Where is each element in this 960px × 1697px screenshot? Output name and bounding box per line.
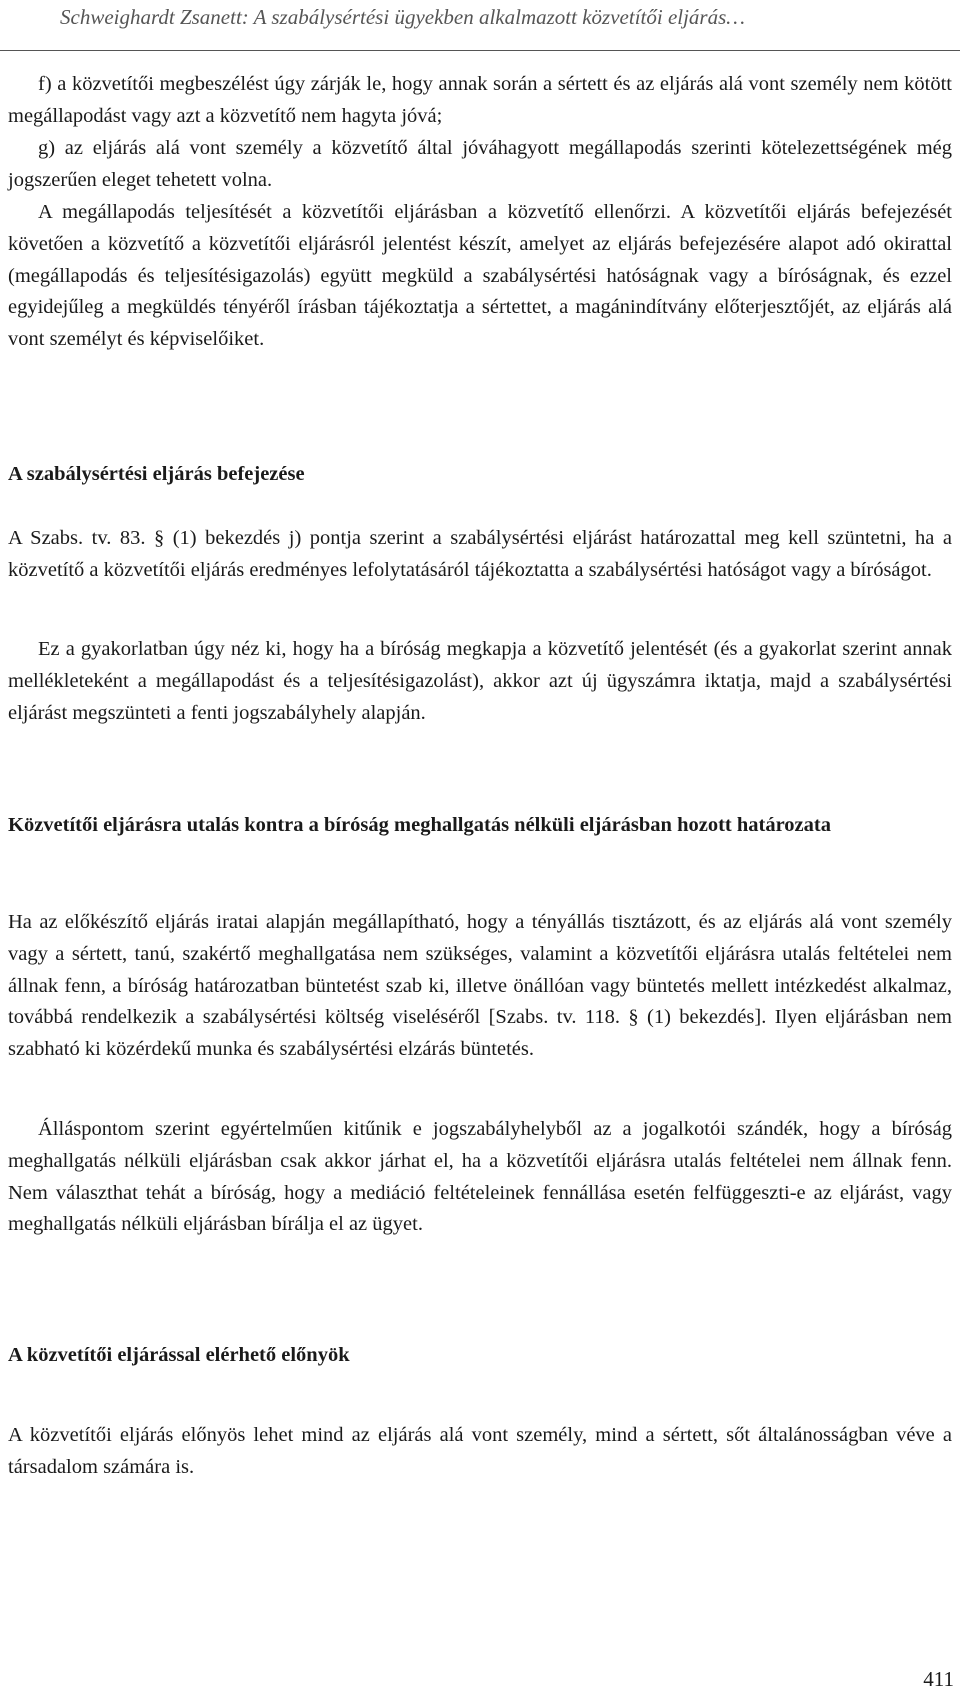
paragraph-practice: Ez a gyakorlatban úgy néz ki, hogy ha a bíróság megkapja a közvetítő jelentését (és a gyakorlat szerint annak mellékleteként a megállapodást és a teljesítésigazolást), akkor azt új ügyszámra iktatja, majd a szabálysértési eljárást megszünteti a fenti jogszabályhely alapján. (8, 638, 952, 724)
paragraph-opinion: Álláspontom szerint egyértelműen kitűnik e jogszabályhelyből az a jogalkotói szándék, hogy a bíróság meghallgatás nélküli eljárásban csak akkor járhat el, ha a közvetítői eljárásra utalás feltételei nem állnak fenn. Nem választhat tehát a bíróság, hogy a mediáció feltételeinek fennállása esetén felfüggeszti-e az eljárást, vagy meghallgatás nélküli eljárásban bírálja el az ügyet. (8, 1118, 952, 1236)
list-item-g: g) az eljárás alá vont személy a közvetítő által jóváhagyott megállapodás szerinti kötelezettségének még jogszerűen eleget tehetett volna. (8, 137, 952, 191)
section-heading: Közvetítői eljárásra utalás kontra a bíróság meghallgatás nélküli eljárásban hozott határozata (8, 814, 831, 836)
paragraph-benefits: A közvetítői eljárás előnyös lehet mind az eljárás alá vont személy, mind a sértett, sőt általánosságban véve a társadalom számára is. (8, 1424, 952, 1478)
paragraph-report: A megállapodás teljesítését a közvetítői eljárásban a közvetítő ellenőrzi. A közvetítői eljárás befejezését követően a közvetítő a közvetítői eljárásról jelentést készít, amelyet az eljárás befejezésére alapot adó okirattal (megállapodás és teljesítésigazolás) együtt megküld a szabálysértési hatóságnak vagy a bíróságnak, és ezzel egyidejűleg a megküldés tényéről írásban tájékoztatja a sértettet, a magánindítvány előterjesztőjét, az eljárás alá vont személyt és képviselőiket. (8, 201, 952, 351)
section-heading: A közvetítői eljárással elérhető előnyök (8, 1344, 350, 1366)
paragraph-preliminary: Ha az előkészítő eljárás iratai alapján megállapítható, hogy a tényállás tisztázott, és az eljárás alá vont személy vagy a sértett, tanú, szakértő meghallgatása nem szükséges, valamint a közvetítői eljárásra utalás feltételei nem állnak fenn, a bíróság határozatban büntetést szab ki, illetve önállóan vagy büntetés mellett intézkedést alkalmaz, továbbá rendelkezik a szabálysértési költség viseléséről [Szabs. tv. 118. § (1) bekezdés]. Ilyen eljárásban nem szabható ki közérdekű munka és szabálysértési elzárás büntetés. (8, 911, 952, 1061)
page-number: 411 (923, 1667, 954, 1691)
header-divider (0, 50, 960, 51)
running-header: Schweighardt Zsanett: A szabálysértési ügyekben alkalmazott közvetítői eljárás… (60, 5, 745, 29)
paragraph-szabs: A Szabs. tv. 83. § (1) bekezdés j) pontja szerint a szabálysértési eljárást határozattal meg kell szüntetni, ha a közvetítő a közvetítői eljárás eredményes lefolytatásáról tájékoztatta a szabálysértési hatóságot vagy a bíróságot. (8, 527, 952, 581)
section-heading: A szabálysértési eljárás befejezése (8, 463, 305, 485)
list-item-f: f) a közvetítői megbeszélést úgy zárják le, hogy annak során a sértett és az eljárás alá vont személy nem kötött megállapodást vagy azt a közvetítő nem hagyta jóvá; (8, 73, 952, 127)
